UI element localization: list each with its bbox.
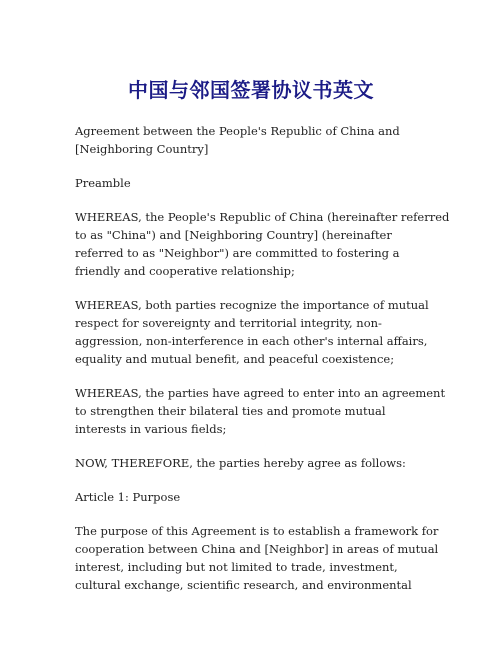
text-line: referred to as "Neighbor") are committed to fostering a: [75, 246, 400, 260]
text-line: interests in various fields;: [75, 422, 227, 436]
text-line: cultural exchange, scientific research, and environmental: [75, 578, 412, 592]
document-title: 中国与邻国签署协议书英文: [128, 78, 374, 102]
text-line: WHEREAS, both parties recognize the importance of mutual: [75, 298, 429, 312]
text-line: aggression, non-interference in each other's internal affairs,: [75, 334, 428, 348]
text-line: to as "China") and [Neighboring Country] (hereinafter: [75, 228, 392, 242]
text-line: WHEREAS, the People's Republic of China (hereinafter referred: [75, 210, 450, 224]
text-line-agreement-title-2: [Neighboring Country]: [75, 142, 209, 156]
text-line: The purpose of this Agreement is to establish a framework for: [75, 524, 439, 538]
text-line: respect for sovereignty and territorial integrity, non-: [75, 316, 382, 330]
text-line: to strengthen their bilateral ties and promote mutual: [75, 404, 386, 418]
text-line: equality and mutual benefit, and peaceful coexistence;: [75, 352, 395, 366]
text-line: friendly and cooperative relationship;: [75, 264, 295, 278]
text-line: NOW, THEREFORE, the parties hereby agree as follows:: [75, 456, 406, 470]
text-line: cooperation between China and [Neighbor] in areas of mutual: [75, 542, 439, 556]
section-heading-article-1: Article 1: Purpose: [75, 490, 181, 504]
text-line: WHEREAS, the parties have agreed to enter into an agreement: [75, 386, 446, 400]
section-heading-preamble: Preamble: [75, 176, 131, 190]
text-line-agreement-title-1: Agreement between the People's Republic of China and: [75, 124, 400, 138]
text-line: interest, including but not limited to trade, investment,: [75, 560, 398, 574]
